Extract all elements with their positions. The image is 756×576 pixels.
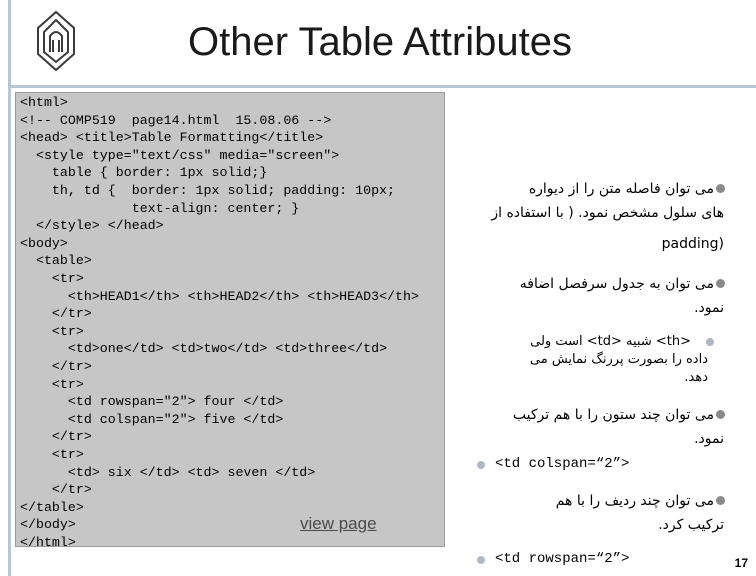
bullet-2-sub-line-1: <th> شبیه <td> است ولی: [530, 334, 691, 349]
bullet-2-icon: [716, 279, 725, 288]
code-line: </tr>: [20, 482, 92, 498]
bullet-3-line-2: نمود.: [694, 431, 724, 447]
code-line: <tr>: [20, 323, 84, 339]
code-line: <html>: [20, 95, 68, 110]
bullet-4-sub-icon: [477, 556, 485, 564]
bullet-1-line-3: (padding: [661, 236, 724, 252]
bullet-2-sub-line-3: دهد.: [684, 370, 708, 385]
code-line: <head> <title>Table Formatting</title>: [20, 130, 324, 146]
colspan-code: <td colspan=“2”>: [495, 456, 630, 472]
bullet-4-icon: [716, 496, 725, 505]
bullet-2-sub-line-2: داده را بصورت پررنگ نمایش می: [529, 352, 708, 367]
page-number: 17: [734, 556, 748, 570]
slide-title: Other Table Attributes: [188, 20, 572, 64]
rowspan-code: <td rowspan=“2”>: [495, 551, 630, 567]
code-line: </tr>: [20, 429, 92, 445]
code-line: <tr>: [20, 447, 84, 462]
bullet-1-line-2: های سلول مشخص نمود. ( با استفاده از: [491, 205, 724, 221]
code-line: <th>HEAD1</th> <th>HEAD2</th> <th>HEAD3</th>: [20, 288, 419, 304]
view-page-link[interactable]: view page: [300, 514, 377, 533]
header-divider: [8, 85, 756, 88]
code-line: <!-- COMP519 page14.html 15.08.06 -->: [20, 112, 332, 128]
bullet-2-line-1: می توان به جدول سرفصل اضافه: [519, 276, 714, 292]
bullet-2-line-2: نمود.: [694, 300, 724, 316]
bullet-3-line-1: می توان چند ستون را با هم ترکیب: [512, 407, 714, 423]
code-line: <td>one</td> <td>two</td> <td>three</td>: [20, 341, 388, 357]
code-line: <td colspan="2"> five </td>: [20, 411, 284, 427]
code-line: </tr>: [20, 359, 92, 374]
bullet-3-sub-icon: [477, 461, 485, 469]
code-line: <body>: [20, 235, 68, 251]
code-line: th, td { border: 1px solid; padding: 10px;: [20, 183, 396, 198]
code-line: table { border: 1px solid;}: [20, 165, 268, 181]
code-line: </body>: [20, 517, 76, 533]
code-line: <tr>: [20, 376, 84, 392]
code-line: </tr>: [20, 306, 92, 322]
bullet-1-line-1: می توان فاصله متن را از دیواره: [528, 181, 714, 197]
bullet-2-sub-icon: [706, 338, 714, 346]
university-logo: [30, 8, 82, 74]
code-line: <td> six </td> <td> seven </td>: [20, 464, 316, 480]
code-line: <tr>: [20, 271, 84, 286]
code-line: </table>: [20, 499, 84, 515]
code-line: </html>: [20, 535, 76, 550]
code-line: <td rowspan="2"> four </td>: [20, 394, 284, 410]
code-line: </style> </head>: [20, 218, 164, 234]
code-line: text-align: center; }: [20, 200, 300, 216]
bullet-1-icon: [716, 184, 725, 193]
code-line: <table>: [20, 253, 92, 269]
bullet-4-line-2: ترکیب کرد.: [658, 517, 724, 533]
bullet-4-line-1: می توان چند ردیف را با هم: [555, 493, 714, 509]
code-line: <style type="text/css" media="screen">: [20, 147, 340, 163]
bullet-3-icon: [716, 410, 725, 419]
